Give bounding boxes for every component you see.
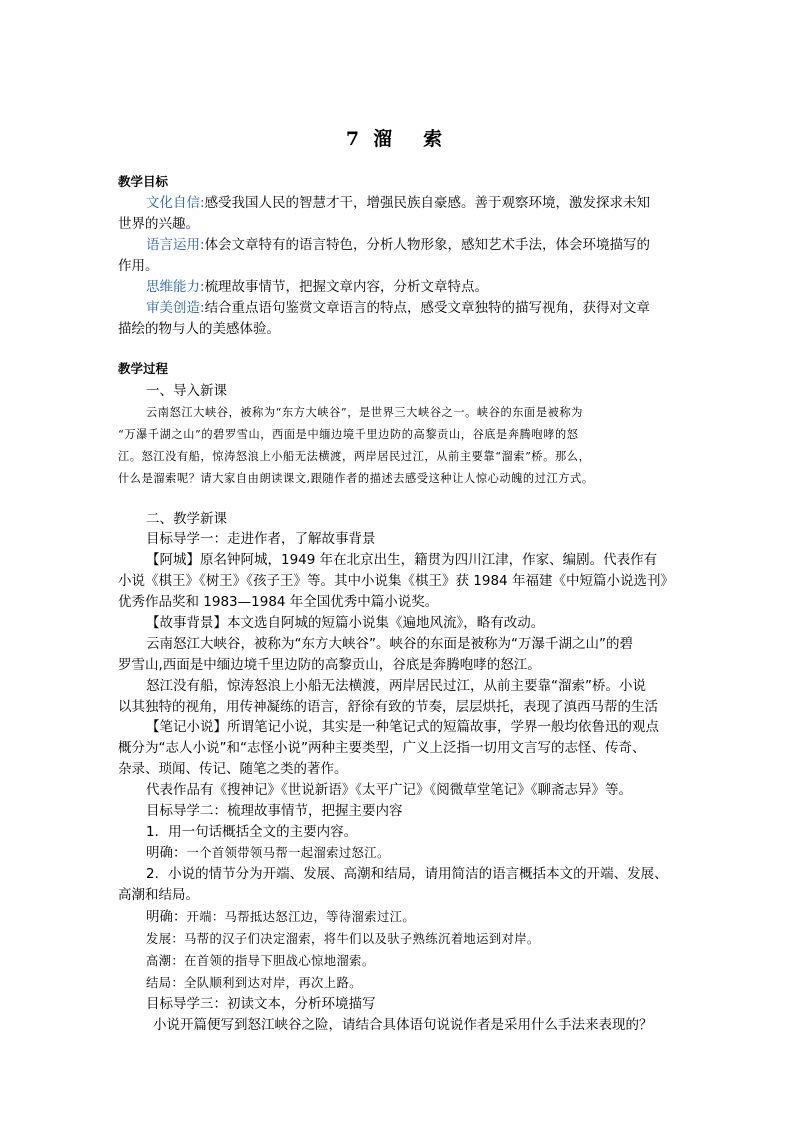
author-para-1: 【阿城】原名钟阿城，1949 年在北京出生，籍贯为四川江津，作家、编剧。代表作有 [146, 552, 658, 568]
goal-language [146, 235, 650, 255]
new-lesson-heading: 二、教学新课 [146, 511, 227, 527]
answer-2-ending: 结局：全队顺利到达对岸，再次上路。 [146, 976, 362, 990]
question-2-line-1: 2．小说的情节分为开端、发展、高潮和结局，请用简洁的语言概括本文的开端、发展、 [146, 866, 668, 882]
intro-heading: 一、导入新课 [146, 383, 227, 399]
goal-aesthetic [146, 298, 650, 318]
goal-language-cont: 作用。 [118, 258, 159, 274]
answer-2-opening: 开端：马帮抵达怒江边，等待溜索过江。 [186, 910, 416, 924]
answer-1-text: 一个首领带领马帮一起溜索过怒江。 [186, 846, 390, 860]
goal-thinking [146, 277, 488, 297]
page-title [0, 124, 794, 151]
background-line-2: 云南怒江大峡谷，被称为“东方大峡谷”。峡谷的东面是被称为“万瀑千湖之山”的碧 [146, 636, 633, 652]
answer-1 [146, 843, 390, 863]
intro-line-4: 什么是溜索呢？请大家自由朗读课文,跟随作者的描述去感受这种让人惊心动魄的过江方式。 [118, 472, 594, 485]
answer-2-label: 明确： [146, 909, 187, 925]
goal-thinking-text: 梳理故事情节，把握文章内容，分析文章特点。 [204, 279, 489, 295]
lesson-title: 溜 索 [373, 128, 449, 150]
goal-aesthetic-text: 结合重点语句鉴赏文章语言的特点，感受文章独特的描写视角，获得对文章 [204, 300, 651, 316]
background-line-3: 罗雪山,西面是中缅边境千里边防的高黎贡山，谷底是奔腾咆哮的怒江。 [118, 657, 541, 673]
note-novel-line-3: 杂录、琐闻、传记、随笔之类的著作。 [118, 761, 348, 777]
goal-guide-1: 目标导学一：走进作者，了解故事背景 [146, 531, 376, 547]
intro-line-1: 云南怒江大峡谷，被称为“东方大峡谷”，是世界三大峡谷之一。峡谷的东面是被称为 [146, 406, 583, 419]
author-para-2: 小说《棋王》《树王》《孩子王》等。其中小说集《棋王》获 1984 年福建《中短篇小说选刊》 [118, 573, 674, 589]
question-1: 1．用一句话概括全文的主要内容。 [146, 824, 358, 840]
intro-line-2: “万瀑千湖之山”的碧罗雪山，西面是中缅边境千里边防的高黎贡山，谷底是奔腾咆哮的怒 [118, 428, 579, 441]
goal-language-label: 语言运用: [146, 237, 205, 253]
note-novel-line-4: 代表作品有《搜神记》《世说新语》《太平广记》《阅微草堂笔记》《聊斋志异》等。 [146, 782, 632, 798]
answer-2-climax: 高潮：在首领的指导下胆战心惊地溜索。 [146, 954, 375, 968]
background-line-5: 以其独特的视角，用传神凝练的语言，舒徐有致的节奏，层层烘托，表现了滇西马帮的生活 [118, 699, 658, 715]
lesson-number: 7 [345, 128, 360, 150]
process-heading: 教学过程 [118, 361, 169, 376]
goal-aesthetic-label: 审美创造: [146, 300, 205, 316]
goals-heading: 教学目标 [118, 174, 169, 189]
goal-culture-cont: 世界的兴趣。 [118, 216, 199, 232]
question-3: 小说开篇便写到怒江峡谷之险，请结合具体语句说说作者是采用什么手法来表现的？ [153, 1017, 653, 1033]
question-2-line-2: 高潮和结局。 [118, 887, 199, 903]
note-novel-line-1: 【笔记小说】所谓笔记小说，其实是一种笔记式的短篇故事，学界一般均依鲁迅的观点 [146, 719, 659, 735]
background-line-4: 怒江没有船，惊涛怒浪上小船无法横渡，两岸居民过江，从前主要靠“溜索”桥。小说 [146, 678, 646, 694]
background-line-1: 【故事背景】本文选自阿城的短篇小说集《遍地风流》，略有改动。 [146, 615, 545, 631]
answer-2-start [146, 907, 415, 927]
answer-2-development: 发展：马帮的汉子们决定溜索，将牛们以及驮子熟练沉着地运到对岸。 [146, 932, 540, 946]
goal-culture-text: 感受我国人民的智慧才干，增强民族自豪感。善于观察环境，激发探求未知 [204, 195, 651, 211]
goal-guide-2: 目标导学二：梳理故事情节，把握主要内容 [146, 803, 403, 819]
answer-1-label: 明确： [146, 845, 187, 861]
goal-aesthetic-cont: 描绘的物与人的美感体验。 [118, 321, 280, 337]
goal-culture [146, 193, 650, 213]
intro-line-3: 江。怒江没有船，惊涛怒浪上小船无法横渡，两岸居民过江，从前主要靠“溜索”桥。那么， [118, 450, 591, 463]
goal-culture-label: 文化自信: [146, 195, 205, 211]
goal-language-text: 体会文章特有的语言特色，分析人物形象，感知艺术手法，体会环境描写的 [204, 237, 651, 253]
goal-thinking-label: 思维能力: [146, 279, 205, 295]
author-para-3: 优秀作品奖和 1983—1984 年全国优秀中篇小说奖。 [118, 594, 439, 610]
goal-guide-3: 目标导学三：初读文本，分析环境描写 [146, 996, 376, 1012]
note-novel-line-2: 概分为“志人小说”和“志怪小说”两种主要类型，广义上泛指一切用文言写的志怪、传奇、 [118, 740, 646, 756]
